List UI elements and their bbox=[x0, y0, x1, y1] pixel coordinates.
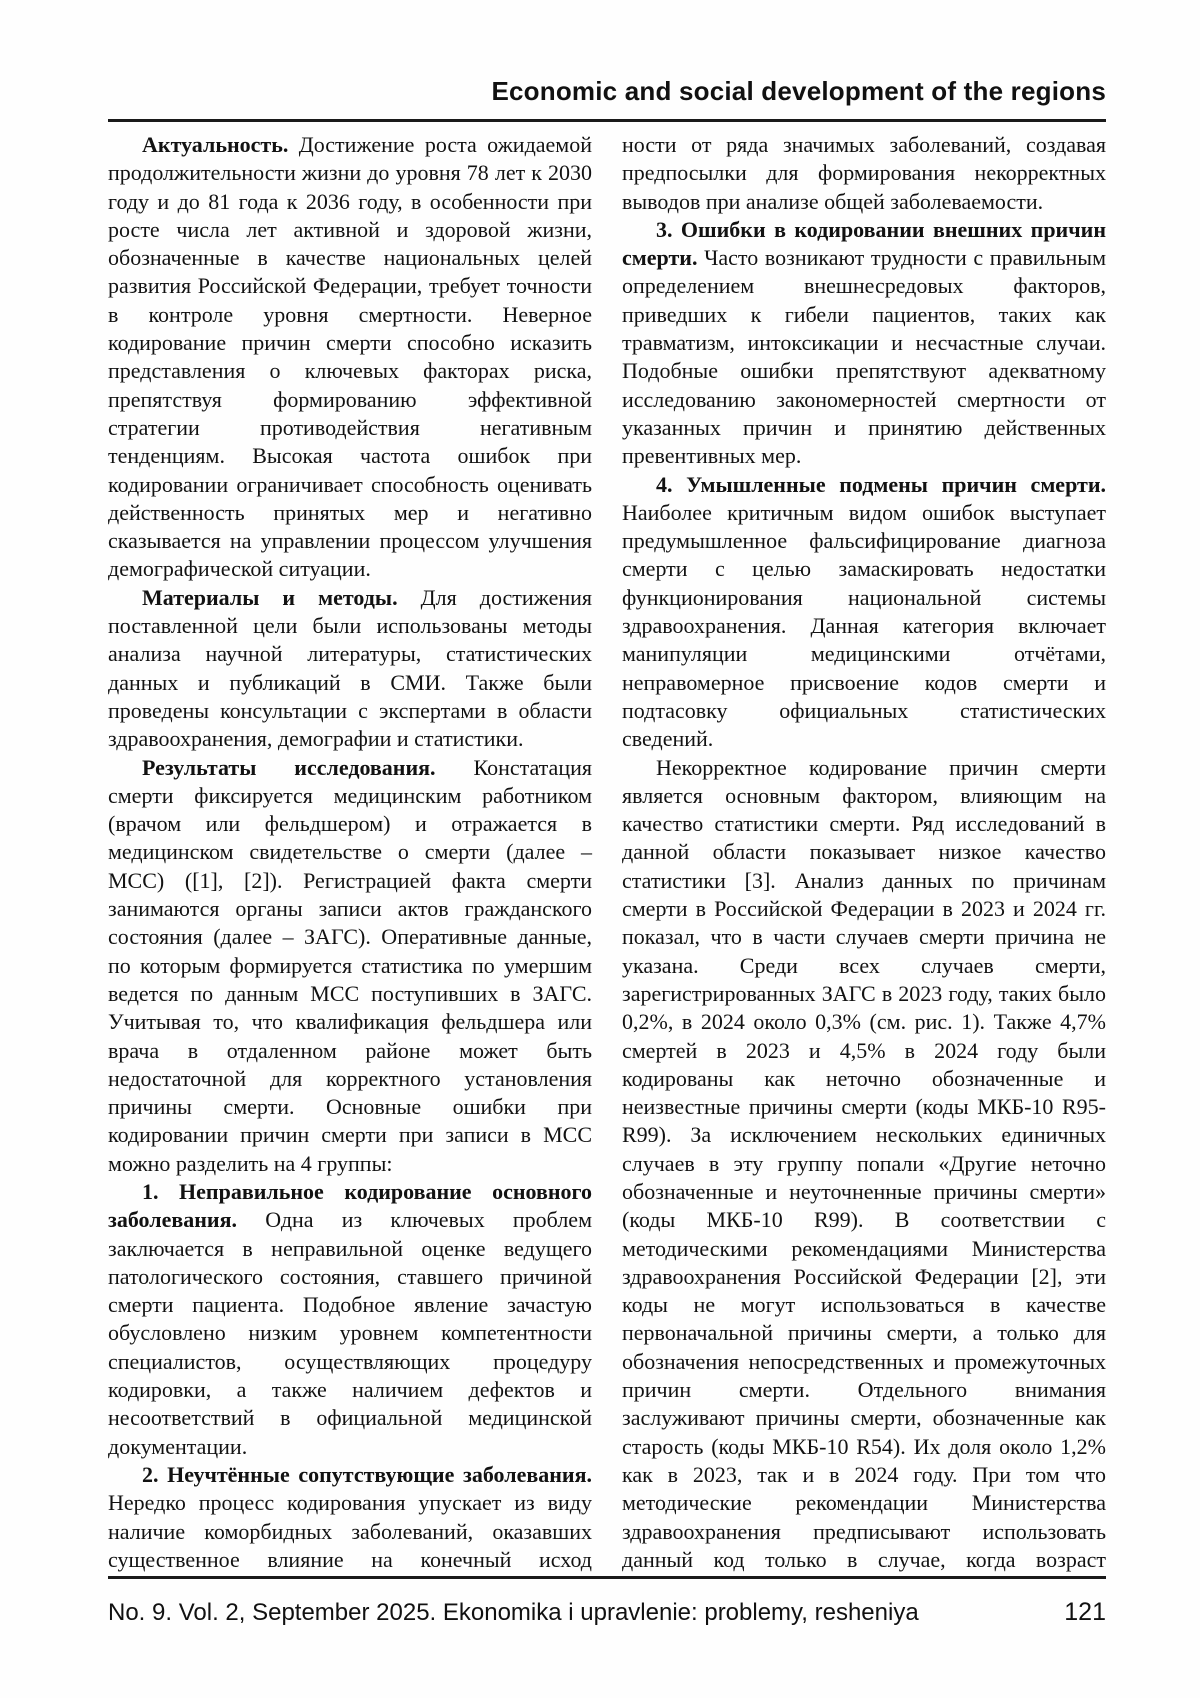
footer-issue-info: No. 9. Vol. 2, September 2025. Ekonomika i upravlenie: problemy, resheniya bbox=[108, 1599, 919, 1626]
page-footer bbox=[108, 1598, 1106, 1627]
paragraph-lead: Результаты исследования. bbox=[142, 754, 474, 780]
text-column-left bbox=[108, 131, 592, 1573]
paragraph: Результаты исследования. Констатация смерти фиксируется медицинским работником (врачом или фельдшером) и отражается в медицинском свидетельстве о смерти (далее – МСС) ([1], [2]). Регистрацией факта смерти занимаются органы записи актов гражданского состояния (далее – ЗАГС). Оперативные данные, по которым формируется статистика по умершим ведется по данным МСС поступивших в ЗАГС. Учитывая то, что квалификация фельдшера или врача в отдаленном районе может быть недостаточной для корректного установления причины смерти. Основные ошибки при кодировании причин смерти при записи в МСС можно разделить на 4 группы: bbox=[108, 754, 592, 1176]
footer-rule bbox=[108, 1576, 1106, 1579]
running-head-title: Economic and social development of the regions bbox=[491, 76, 1106, 106]
paragraph: 3. Ошибки в кодировании внешних причин смерти. Часто возникают трудности с правильным определением внешнесредовых факторов, приведших к гибели пациентов, таких как травматизм, интоксикации и несчастные случаи. Подобные ошибки препятствуют адекватному исследованию закономерностей смертности от указанных причин и принятию действенных превентивных мер. bbox=[622, 216, 1106, 469]
paragraph: Актуальность. Достижение роста ожидаемой продолжительности жизни до уровня 78 лет к 2030 году и до 81 года к 2036 году, в особенности при росте числа лет активной и здоровой жизни, обозначенные в качестве национальных целей развития Российской Федерации, требует точности в контроле уровня смертности. Неверное кодирование причин смерти способно исказить представления о ключевых факторах риска, препятствуя формированию эффективной стратегии противодействия негативным тенденциям. Высокая частота ошибок при кодировании ограничивает способность оценивать действенность принятых мер и негативно сказывается на управлении процессом улучшения демографической ситуации. bbox=[108, 132, 593, 582]
paragraph-lead: 3. Ошибки в кодировании внешних причин смерти. bbox=[622, 216, 1106, 271]
footer-page-number: 121 bbox=[1064, 1598, 1106, 1626]
paragraph: 2. Неучтённые сопутствующие заболевания. Нередко процесс кодирования упускает из виду наличие коморбидных заболеваний, оказавших существенное влияние на конечный исход bbox=[108, 1461, 592, 1572]
text-column-right bbox=[622, 131, 1106, 1573]
paragraph-lead: Материалы и методы. bbox=[142, 584, 421, 610]
paragraph-lead: Актуальность. bbox=[142, 132, 299, 157]
paragraph: 1. Неправильное кодирование основного заболевания. Одна из ключевых проблем заключается в неправильной оценке ведущего патологического состояния, ставшего причиной смерти пациента. Подобное явление зачастую обусловлено низким уровнем компетентности специалистов, осуществляющих процедуру кодировки, а также наличием дефектов и несоответствий в официальной медицинской документации. bbox=[108, 1178, 592, 1459]
paragraph: Материалы и методы. Для достижения поставленной цели были использованы методы анализа научной литературы, статистических данных и публикаций в СМИ. Также были проведены консультации с экспертами в области здравоохранения, демографии и статистики. bbox=[108, 584, 592, 752]
article-body bbox=[108, 131, 1106, 1573]
paragraph: Некорректное кодирование причин смерти является основным фактором, влияющим на качество статистики смерти. Ряд исследований в данной области показывает низкое качество статистики [3]. Анализ данных по причинам смерти в Российской Федерации в 2023 и 2024 гг. показал, что в части случаев смерти причина не указана. Среди всех случаев смерти, зарегистрированных ЗАГС в 2023 году, таких было 0,2%, в 2024 около 0,3% (см. рис. 1). Также 4,7% смертей в 2023 и 4,5% в 2024 году были кодированы как неточно обозначенные и неизвестные причины смерти (коды МКБ-10 R95-R99). За исключением нескольких единичных случаев в эту группу попали «Другие неточно обозначенные и неуточненные причины смерти» (коды МКБ-10 R99). В соответствии с методическими рекомендациями Министерства здравоохранения Российской Федерации [2], эти коды не могут использоваться в качестве первоначальной причины смерти, а только для обозначения непосредственных и промежуточных причин смерти. Отдельного внимания заслуживают причины смерти, обозначенные как старость (коды МКБ-10 R54). Их доля около 1,2% как в 2023, так и в 2024 году. При том что методические рекомендации Министерства здравоохранения предписывают использовать данный код только в случае, когда возраст bbox=[622, 754, 1106, 1572]
header-rule bbox=[108, 119, 1106, 122]
paragraph-lead: 4. Умышленные подмены причин смерти. bbox=[656, 471, 1106, 497]
paragraph: 4. Умышленные подмены причин смерти. Наиболее критичным видом ошибок выступает предумышленное фальсифицирование диагноза смерти с целью замаскировать недостатки функционирования национальной системы здравоохранения. Данная категория включает манипуляции медицинскими отчётами, неправомерное присвоение кодов смерти и подтасовку официальных статистических сведений. bbox=[622, 471, 1106, 752]
paragraph: ности от ряда значимых заболеваний, создавая предпосылки для формирования некорректных выводов при анализе общей заболеваемости. bbox=[622, 132, 1106, 214]
paragraph-lead: 2. Неучтённые сопутствующие заболевания. bbox=[142, 1461, 592, 1487]
paragraph-lead: 1. Неправильное кодирование основного заболевания. bbox=[108, 1178, 592, 1233]
